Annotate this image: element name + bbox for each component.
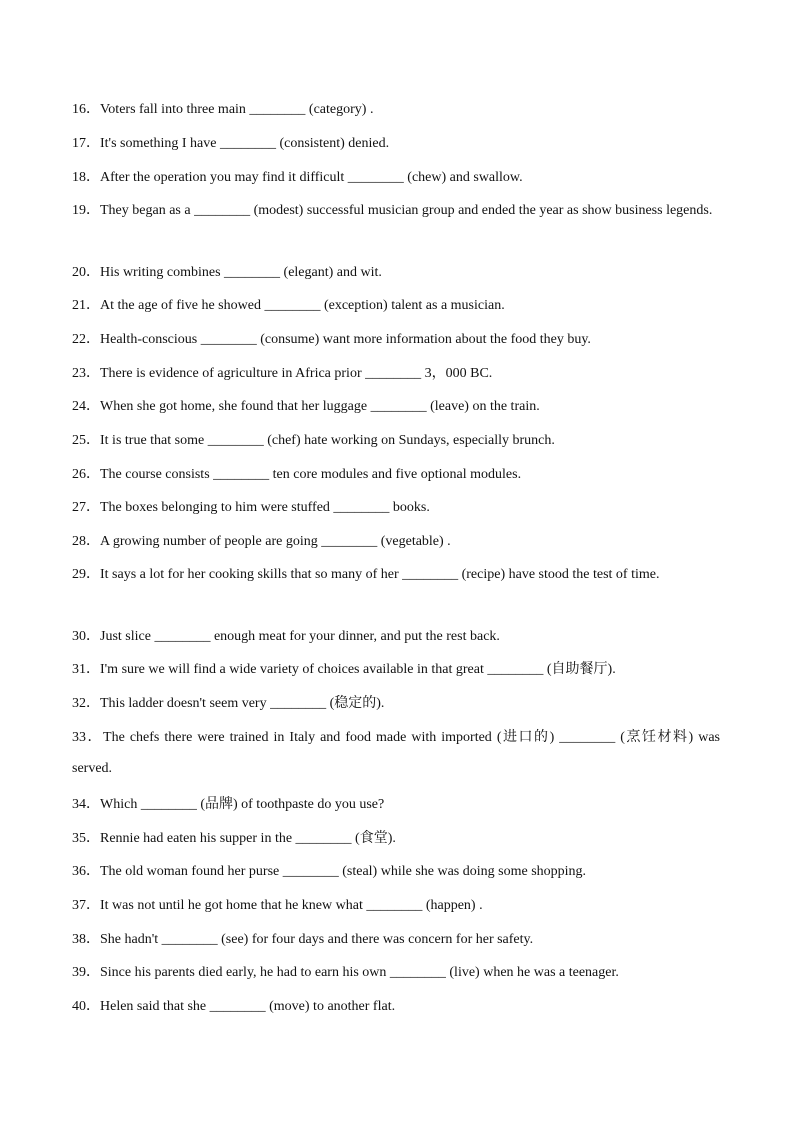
question-21: 21．At the age of five he showed ________ (exception) talent as a musician.	[72, 298, 505, 313]
question-23: 23．There is evidence of agriculture in Africa prior ________ 3，000 BC.	[72, 366, 493, 381]
question-19: 19．They began as a ________ (modest) successful musician group and ended the year as show business legends.	[72, 203, 713, 218]
question-18: 18．After the operation you may find it difficult ________ (chew) and swallow.	[72, 170, 523, 185]
question-35: 35．Rennie had eaten his supper in the ________ (食堂).	[72, 831, 396, 846]
question-20: 20．His writing combines ________ (elegant) and wit.	[72, 265, 382, 280]
question-24: 24．When she got home, she found that her luggage ________ (leave) on the train.	[72, 399, 540, 414]
question-32: 32．This ladder doesn't seem very ________ (稳定的).	[72, 696, 385, 711]
question-38: 38．She hadn't ________ (see) for four days and there was concern for her safety.	[72, 932, 534, 947]
question-34: 34．Which ________ (品牌) of toothpaste do you use?	[72, 797, 385, 812]
question-29: 29．It says a lot for her cooking skills that so many of her ________ (recipe) have stood the test of time.	[72, 567, 660, 582]
question-26: 26．The course consists ________ ten core modules and five optional modules.	[72, 467, 522, 482]
question-22: 22．Health-conscious ________ (consume) want more information about the food they buy.	[72, 332, 591, 347]
question-33: 33．The chefs there were trained in Italy and food made with imported (进口的) ________ (烹饪材料) was served.	[72, 730, 720, 776]
question-40: 40．Helen said that she ________ (move) to another flat.	[72, 999, 396, 1014]
question-37: 37．It was not until he got home that he knew what ________ (happen) .	[72, 898, 483, 913]
question-16: 16．Voters fall into three main ________ (category) .	[72, 102, 374, 117]
question-30: 30．Just slice ________ enough meat for your dinner, and put the rest back.	[72, 629, 500, 644]
question-17: 17．It's something I have ________ (consistent) denied.	[72, 136, 390, 151]
question-25: 25．It is true that some ________ (chef) hate working on Sundays, especially brunch.	[72, 433, 555, 448]
question-39: 39．Since his parents died early, he had to earn his own ________ (live) when he was a teenager.	[72, 965, 619, 980]
question-36: 36．The old woman found her purse ________ (steal) while she was doing some shopping.	[72, 864, 587, 879]
question-28: 28．A growing number of people are going ________ (vegetable) .	[72, 534, 451, 549]
question-31: 31．I'm sure we will find a wide variety of choices available in that great ________ (自助餐厅).	[72, 662, 616, 677]
question-27: 27．The boxes belonging to him were stuffed ________ books.	[72, 500, 430, 515]
